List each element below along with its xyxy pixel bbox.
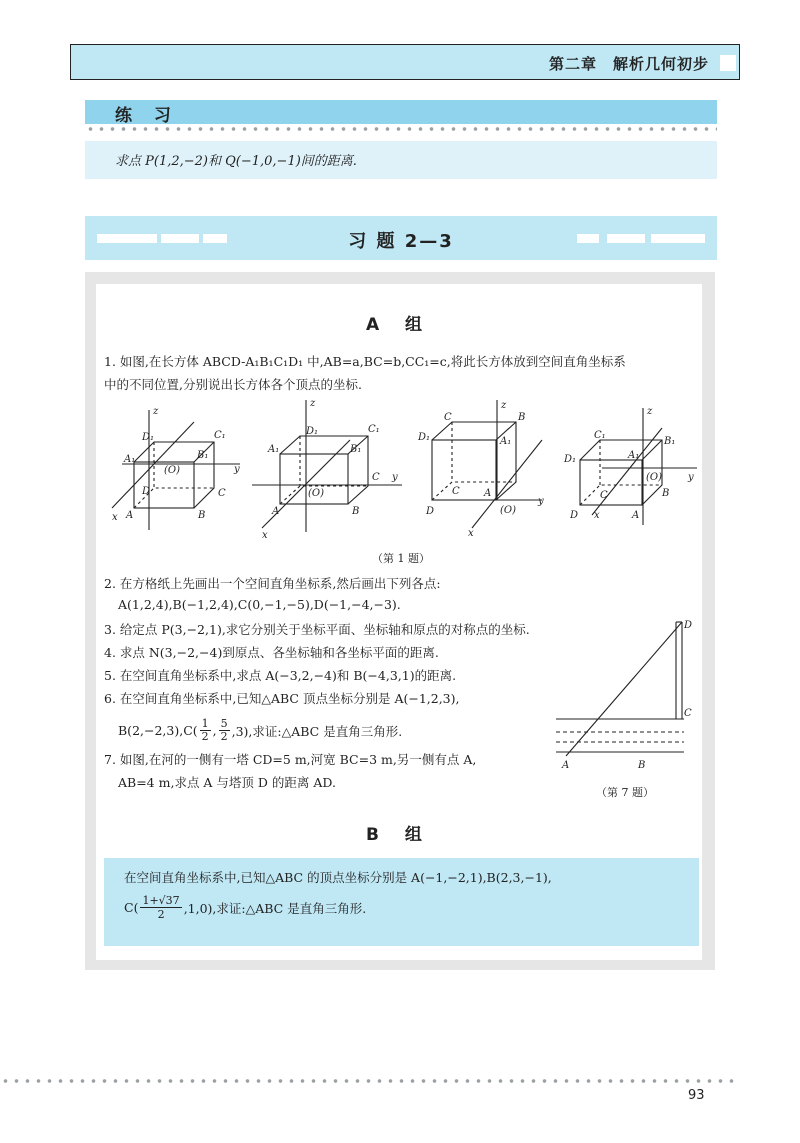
label-C: C [444,412,452,423]
label-O: (O) [164,465,181,476]
label-B: B [638,760,646,771]
label-y: y [538,496,544,507]
exercise-header [85,100,717,124]
label-C: C [218,488,226,499]
label-x: x [594,510,600,521]
label-y: y [392,472,398,483]
label-B: B [198,510,206,521]
label-x: x [468,528,474,539]
question-3: 3. 给定点 P(3,−2,1),求它分别关于坐标平面、坐标轴和原点的对称点的坐标. [104,622,530,637]
label-A1: A₁ [268,444,280,455]
label-z: z [647,406,653,417]
label-B: B [352,506,360,517]
label-C1: C₁ [368,424,380,435]
figure-1-caption: （第 1 题） [372,552,430,565]
fraction-numerator: 1 [201,717,209,730]
chapter-title: 第二章 解析几何初步 [548,55,709,73]
label-B: B [518,412,526,423]
group-b-text-pre: C( [124,900,139,915]
exercise-body [85,141,717,179]
label-A: A [272,506,280,517]
label-C1: C₁ [594,430,606,441]
label-A1: A₁ [500,436,512,447]
chapter-header [70,44,740,80]
label-C: C [452,486,460,497]
label-z: z [501,400,507,411]
question-4: 4. 求点 N(3,−2,−4)到原点、各坐标轴和各坐标平面的距离. [104,645,439,660]
label-A: A [632,510,640,521]
label-A1: A₁ [628,450,640,461]
fraction-denominator: 2 [220,730,228,743]
label-D: D [684,620,693,631]
group-a-title: A 组 [365,315,433,335]
bottom-dotted-divider [0,1078,740,1084]
label-B1: B₁ [197,450,209,461]
fraction-denominator: 2 [201,730,209,743]
question-6-line1: 6. 在空间直角坐标系中,已知△ABC 顶点坐标分别是 A(−1,2,3), [104,691,460,706]
group-b-problem [104,858,699,946]
label-D1: D₁ [418,432,431,443]
label-A1: A₁ [124,454,136,465]
question-1-line2: 中的不同位置,分别说出长方体各个顶点的坐标. [104,377,362,392]
label-D: D [426,506,435,517]
fraction-denominator: 2 [157,908,165,921]
dotted-divider [85,126,717,132]
decor-bar [651,234,705,243]
figure-7-caption: （第 7 题） [596,786,654,799]
chapter-tab-marker [720,55,736,71]
decor-bar [577,234,599,243]
label-B: B [662,488,670,499]
group-b-line1: 在空间直角坐标系中,已知△ABC 的顶点坐标分别是 A(−1,−2,1),B(2,3,−1), [124,870,552,885]
label-C: C [684,708,692,719]
exercise-title: 练 习 [115,106,179,126]
label-D1: D₁ [142,432,155,443]
question-2-line1: 2. 在方格纸上先画出一个空间直角坐标系,然后画出下列各点: [104,576,441,591]
label-D1: D₁ [564,454,577,465]
page-number: 93 [688,1088,705,1103]
label-x: x [262,530,268,540]
question-7-line2: AB=4 m,求点 A 与塔顶 D 的距离 AD. [118,775,336,790]
label-A: A [126,510,134,521]
group-b-text-post: ,1,0),求证:△ABC 是直角三角形. [183,900,367,916]
figure-7-tower [556,614,696,774]
label-y: y [688,472,694,483]
label-D: D [570,510,579,521]
fraction [219,718,230,743]
homework-title: 习 题 2—3 [348,231,454,252]
decor-bar [607,234,645,243]
question-7-line1: 7. 如图,在河的一侧有一塔 CD=5 m,河宽 BC=3 m,另一侧有点 A, [104,752,477,767]
label-z: z [310,400,316,409]
label-A: A [562,760,570,771]
group-b-title: B 组 [366,825,432,845]
label-B1: B₁ [350,444,362,455]
label-A: A [484,488,492,499]
label-C1: C₁ [214,430,226,441]
label-y: y [234,464,240,475]
fraction [140,894,181,921]
question-5: 5. 在空间直角坐标系中,求点 A(−3,2,−4)和 B(−4,3,1)的距离. [104,668,457,683]
q6-text-pre: B(2,−2,3),C( [118,723,198,738]
figure-1-cuboids [102,400,702,540]
label-C: C [600,490,608,501]
label-C: C [372,472,380,483]
label-O: (O) [308,488,325,499]
question-2-line2: A(1,2,4),B(−1,2,4),C(0,−1,−5),D(−1,−4,−3). [118,597,401,612]
question-6-line2 [118,718,402,743]
question-1-line1: 1. 如图,在长方体 ABCD-A₁B₁C₁D₁ 中,AB=a,BC=b,CC₁=c,将此长方体放到空间直角坐标系 [104,354,626,369]
label-O: (O) [500,505,517,516]
comma: , [212,723,217,738]
group-b-line2 [124,894,366,921]
fraction-numerator: 5 [220,717,228,730]
exercise-text: 求点 P(1,2,−2)和 Q(−1,0,−1)间的距离. [115,154,357,169]
label-B1: B₁ [664,436,676,447]
label-x: x [112,512,118,523]
homework-header [85,216,717,260]
q6-text-post: ,3),求证:△ABC 是直角三角形. [231,723,403,739]
label-O: (O) [646,472,663,483]
label-z: z [153,406,159,417]
label-D: D [142,486,151,497]
fraction [200,718,211,743]
label-D1: D₁ [306,426,319,437]
fraction-numerator: 1+√37 [142,894,180,907]
